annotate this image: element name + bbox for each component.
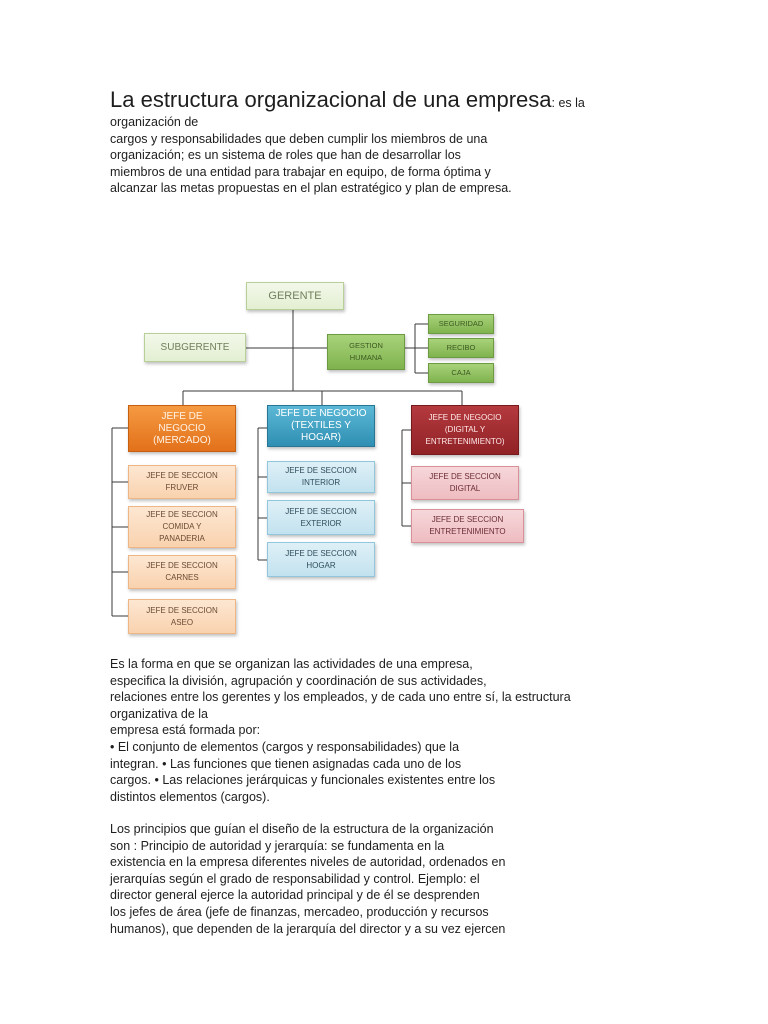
paragraph-line: jerarquías según el grado de responsabilidad y control. Ejemplo: el — [110, 871, 480, 886]
paragraph-line: especifica la división, agrupación y coordinación de sus actividades, — [110, 673, 487, 688]
paragraph-line: humanos), que dependen de la jerarquía del director y a su vez ejercen — [110, 921, 506, 936]
paragraph-structure — [110, 656, 670, 805]
node-subgerente: SUBGERENTE — [144, 333, 246, 362]
node-seccion-carnes: JEFE DE SECCION CARNES — [128, 555, 236, 589]
title-suffix: : es la — [551, 96, 585, 110]
node-recibo: RECIBO — [428, 338, 494, 358]
node-caja: CAJA — [428, 363, 494, 383]
node-seguridad: SEGURIDAD — [428, 314, 494, 334]
intro-line: organización de — [110, 115, 199, 129]
paragraph-line: Es la forma en que se organizan las actividades de una empresa, — [110, 657, 473, 671]
intro-block — [110, 86, 670, 197]
node-gestion-humana: GESTION HUMANA — [327, 334, 405, 370]
node-seccion-comida: JEFE DE SECCION COMIDA Y PANADERIA — [128, 506, 236, 548]
paragraph-line: son : Principio de autoridad y jerarquía: se fundamenta en la — [110, 838, 445, 853]
intro-line: miembros de una entidad para trabajar en equipo, de forma óptima y — [110, 164, 491, 179]
intro-line: organización; es un sistema de roles que han de desarrollar los — [110, 148, 461, 162]
paragraph-line: cargos. • Las relaciones jerárquicas y funcionales existentes entre los — [110, 773, 496, 788]
paragraph-line: existencia en la empresa diferentes niveles de autoridad, ordenados en — [110, 855, 506, 870]
paragraph-line: distintos elementos (cargos). — [110, 789, 270, 804]
page-title: La estructura organizacional de una empresa — [110, 87, 552, 112]
node-seccion-digital: JEFE DE SECCION DIGITAL — [411, 466, 519, 500]
paragraph-line: Los principios que guían el diseño de la estructura de la organización — [110, 822, 494, 836]
paragraph-line: los jefes de área (jefe de finanzas, mercadeo, producción y recursos — [110, 904, 489, 919]
node-jefe-digital: JEFE DE NEGOCIO (DIGITAL Y ENTRETENIMIENTO) — [411, 405, 519, 455]
node-jefe-textiles: JEFE DE NEGOCIO (TEXTILES Y HOGAR) — [267, 405, 375, 447]
paragraph-principles — [110, 821, 670, 937]
node-seccion-fruver: JEFE DE SECCION FRUVER — [128, 465, 236, 499]
paragraph-line: relaciones entre los gerentes y los empleados, y de cada uno entre sí, la estructura — [110, 690, 571, 705]
paragraph-line: integran. • Las funciones que tienen asignadas cada uno de los — [110, 756, 462, 771]
node-jefe-mercado: JEFE DE NEGOCIO (MERCADO) — [128, 405, 236, 452]
paragraph-line: • El conjunto de elementos (cargos y responsabilidades) que la — [110, 739, 460, 754]
node-seccion-entretenimiento: JEFE DE SECCION ENTRETENIMIENTO — [411, 509, 524, 543]
node-seccion-exterior: JEFE DE SECCION EXTERIOR — [267, 500, 375, 535]
paragraph-line: organizativa de la — [110, 706, 208, 721]
node-seccion-aseo: JEFE DE SECCION ASEO — [128, 599, 236, 634]
intro-line: cargos y responsabilidades que deben cumplir los miembros de una — [110, 131, 488, 146]
paragraph-line: director general ejerce la autoridad principal y de él se desprenden — [110, 888, 480, 903]
node-seccion-interior: JEFE DE SECCION INTERIOR — [267, 461, 375, 493]
intro-line: alcanzar las metas propuestas en el plan estratégico y plan de empresa. — [110, 181, 512, 195]
paragraph-line: empresa está formada por: — [110, 723, 261, 738]
node-gerente: GERENTE — [246, 282, 344, 310]
node-seccion-hogar: JEFE DE SECCION HOGAR — [267, 542, 375, 577]
